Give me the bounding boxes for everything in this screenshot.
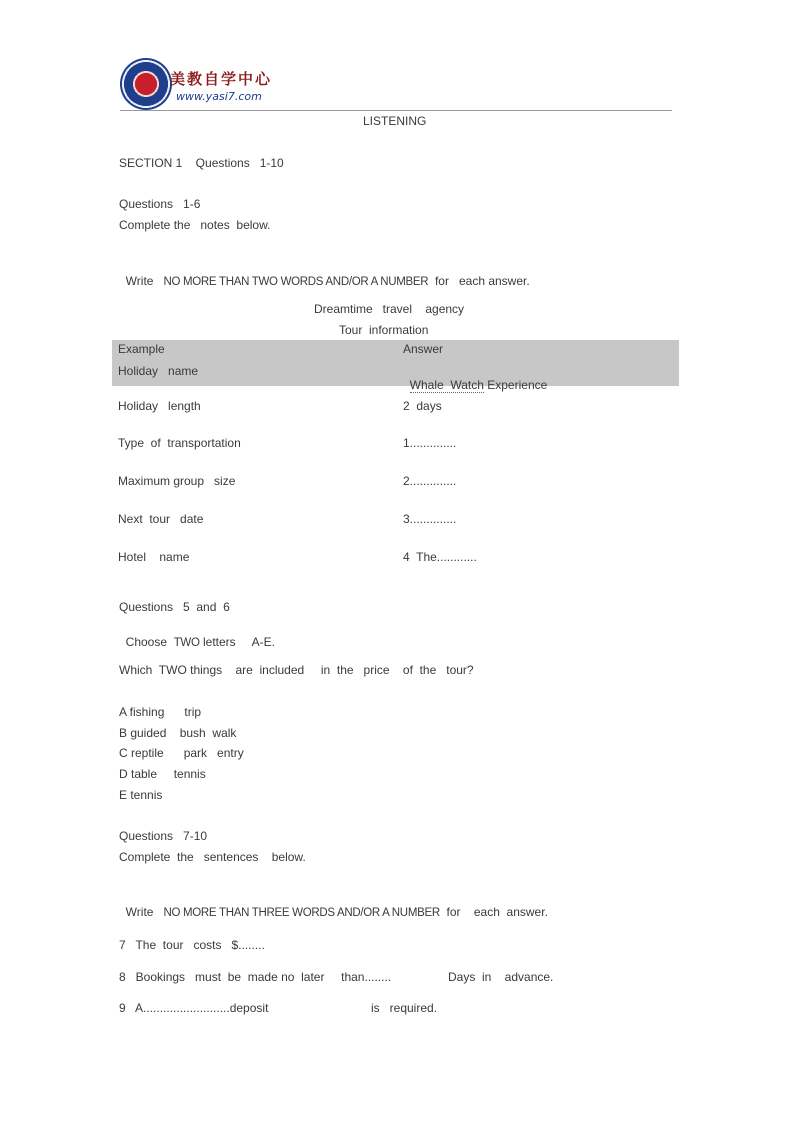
logo-url-text: www.yasi7.com xyxy=(176,90,262,103)
questions-5-6-question: Which TWO things are included in the price of the tour? xyxy=(119,663,474,677)
instruction-text: for each answer. xyxy=(439,905,548,919)
task-text: Choose xyxy=(125,635,174,649)
table-row-right: 3.............. xyxy=(403,512,457,526)
questions-5-6-heading: Questions 5 and 6 xyxy=(119,600,230,614)
table-row-right: 4 The............ xyxy=(403,550,477,564)
table-row-left: Holiday length xyxy=(118,399,201,413)
table-row-left: Maximum group size xyxy=(118,474,236,488)
table-row-right: 2 days xyxy=(403,399,442,413)
sentence-tail: Days in advance. xyxy=(448,970,554,984)
option-item: A fishing trip xyxy=(119,705,202,719)
table-row-right: 2.............. xyxy=(403,474,457,488)
instruction-text: Write xyxy=(125,274,164,288)
questions-7-10-heading: Questions 7-10 xyxy=(119,829,208,843)
table-example-left: Holiday name xyxy=(118,364,199,378)
example-answer-rest: Experience xyxy=(483,378,548,392)
instruction-text: Write xyxy=(125,905,164,919)
sentence-item: 9 A..........................deposit xyxy=(119,1001,269,1015)
task-caps: TWO xyxy=(173,637,200,649)
notes-table-header-band xyxy=(112,340,679,386)
table-row-right: 1.............. xyxy=(403,436,457,450)
notes-title: Dreamtime travel agency xyxy=(314,302,465,316)
option-item: C reptile park entry xyxy=(119,746,244,760)
table-header-left: Example xyxy=(118,342,165,356)
questions-7-10-task: Complete the sentences below. xyxy=(119,850,306,864)
logo-seal-icon xyxy=(120,58,172,110)
questions-5-6-task xyxy=(119,621,275,649)
table-example-right xyxy=(403,364,547,392)
questions-1-6-instruction xyxy=(119,260,530,288)
instruction-caps: NO MORE THAN TWO WORDS AND/OR A NUMBER xyxy=(163,276,429,288)
page-title: LISTENING xyxy=(363,114,427,128)
table-row-left: Next tour date xyxy=(118,512,204,526)
questions-7-10-instruction xyxy=(119,891,548,919)
task-text: letters A-E. xyxy=(199,635,275,649)
instruction-caps: NO MORE THAN THREE WORDS AND/OR A NUMBER xyxy=(163,907,440,919)
sentence-item: 7 The tour costs $........ xyxy=(119,938,265,952)
table-header-right: Answer xyxy=(403,342,444,356)
questions-1-6-heading: Questions 1-6 xyxy=(119,197,201,211)
header-divider xyxy=(120,110,672,111)
option-item: B guided bush walk xyxy=(119,726,237,740)
example-answer-underlined: Whale Watch xyxy=(409,378,484,392)
sentence-tail: is required. xyxy=(371,1001,438,1015)
option-item: E tennis xyxy=(119,788,163,802)
instruction-text: for each answer. xyxy=(428,274,530,288)
notes-subtitle: Tour information xyxy=(339,323,429,337)
section-heading: SECTION 1 Questions 1-10 xyxy=(119,156,284,170)
table-row-left: Hotel name xyxy=(118,550,190,564)
logo-chinese-text: 美教自学中心 xyxy=(170,70,273,88)
site-logo xyxy=(120,58,272,110)
table-row-left: Type of transportation xyxy=(118,436,241,450)
sentence-item: 8 Bookings must be made no later than........ xyxy=(119,970,392,984)
option-item: D table tennis xyxy=(119,767,206,781)
questions-1-6-task: Complete the notes below. xyxy=(119,218,271,232)
